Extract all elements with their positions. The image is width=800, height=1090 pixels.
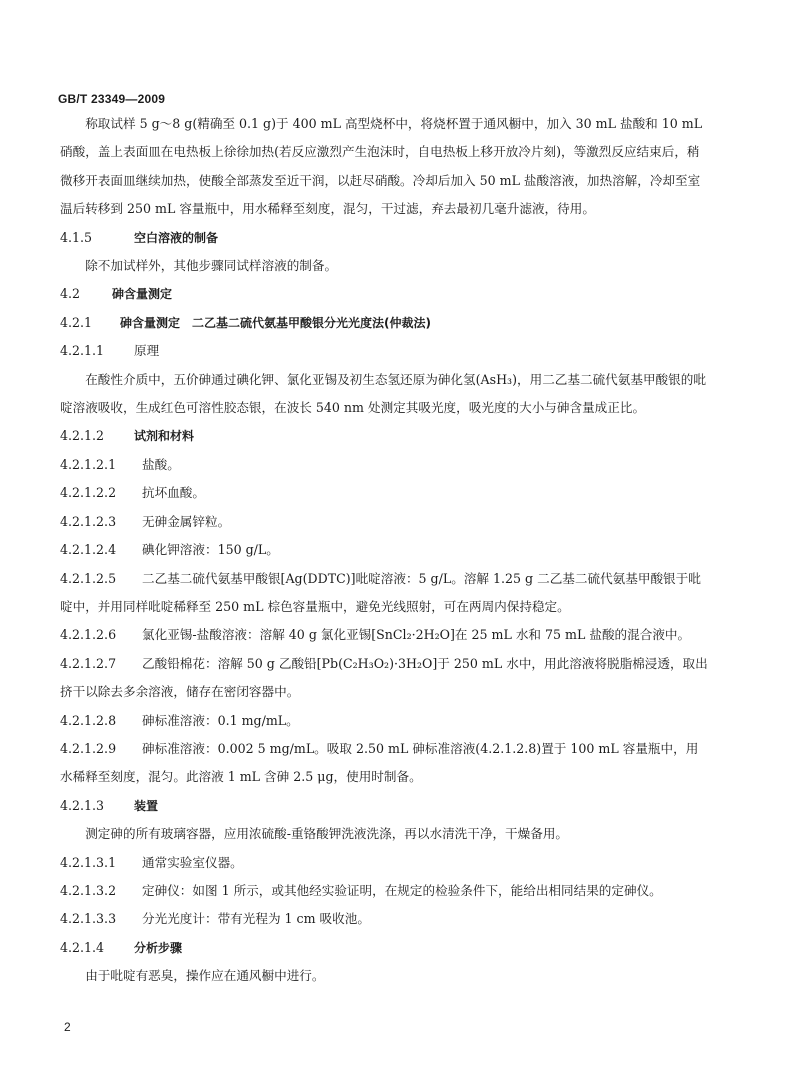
section-number: 4.2.1.1 — [60, 343, 105, 359]
item-text: 二乙基二硫代氨基甲酸银[Ag(DDTC)]吡啶溶液：5 g/L。溶解 1.25 g 二乙基二硫代氨基甲酸银于吡啶中，并用同样吡啶稀释至 250 mL 棕色容量瓶中，避免光线照射，可在两周内保持稳定。 — [60, 570, 701, 614]
item-text: 分光光度计：带有光程为 1 cm 吸收池。 — [142, 911, 370, 927]
reagent-item — [60, 565, 710, 622]
item-number: 4.2.1.2.1 — [60, 456, 117, 472]
item-number: 4.2.1.3.2 — [60, 882, 117, 898]
sample-preparation-paragraph: 称取试样 5 g～8 g(精确至 0.1 g)于 400 mL 高型烧杯中，将烧杯置于通风橱中，加入 30 mL 盐酸和 10 mL 硝酸，盖上表面皿在电热板上徐徐加热(若反应激烈产生泡沫时，自电热板上移开放冷片刻)，等激烈反应结束后，稍微移开表面皿继续加热，使酸全部蒸发至近干润，以赶尽硝酸。冷却后加入 50 mL 盐酸溶液，加热溶解，冷却至室温后转移到 250 mL 容量瓶中，用水稀释至刻度，混匀，干过滤，弃去最初几毫升滤液，待用。 — [60, 116, 703, 217]
item-text: 抗坏血酸。 — [142, 485, 205, 501]
apparatus-item — [60, 905, 710, 933]
section-title: 空白溶液的制备 — [134, 230, 219, 245]
section-number: 4.2.1.3 — [60, 797, 105, 813]
section-number: 4.1.5 — [60, 229, 93, 245]
item-number: 4.2.1.2.5 — [60, 570, 117, 586]
section-number: 4.2.1.4 — [60, 939, 105, 955]
reagent-item — [60, 735, 710, 792]
item-number: 4.2.1.2.8 — [60, 712, 117, 728]
item-text: 乙酸铅棉花：溶解 50 g 乙酸铅[Pb(C₂H₃O₂)·3H₂O]于 250 mL 水中，用此溶液将脱脂棉浸透，取出挤干以除去多余溶液，储存在密闭容器中。 — [60, 655, 708, 700]
reagent-item — [60, 508, 710, 536]
section-4-2-1-1-heading — [60, 337, 710, 365]
reagent-item — [60, 707, 710, 735]
item-number: 4.2.1.2.6 — [60, 627, 117, 643]
apparatus-paragraph: 测定砷的所有玻璃容器，应用浓硫酸-重铬酸钾洗液洗涤，再以水清洗干净，干燥备用。 — [85, 826, 569, 842]
reagent-item — [60, 621, 710, 649]
section-title: 砷含量测定 — [112, 287, 173, 302]
section-4-2-1-2-heading — [60, 422, 710, 450]
standard-code-header: GB/T 23349—2009 — [58, 92, 166, 106]
section-number: 4.2 — [60, 286, 81, 302]
section-4-2-1-heading — [60, 309, 710, 337]
item-number: 4.2.1.2.7 — [60, 655, 117, 671]
item-text: 氯化亚锡-盐酸溶液：溶解 40 g 氯化亚锡[SnCl₂·2H₂O]在 25 mL 水和 75 mL 盐酸的混合液中。 — [142, 627, 691, 643]
item-text: 定砷仪：如图 1 所示，或其他经实验证明，在规定的检验条件下，能给出相同结果的定砷仪。 — [142, 882, 662, 898]
item-text: 盐酸。 — [142, 456, 180, 472]
page-number: 2 — [64, 1020, 71, 1034]
section-4-2-heading — [60, 280, 710, 308]
section-title: 试剂和材料 — [134, 429, 195, 444]
item-text: 砷标准溶液：0.1 mg/mL。 — [142, 712, 299, 728]
blank-solution-paragraph: 除不加试样外，其他步骤同试样溶液的制备。 — [85, 258, 338, 274]
apparatus-item — [60, 849, 710, 877]
principle-paragraph: 在酸性介质中，五价砷通过碘化钾、氯化亚锡及初生态氢还原为砷化氢(AsH₃)，用二乙基二硫代氨基甲酸银的吡啶溶液吸收，生成红色可溶性胶态银，在波长 540 nm 处测定其吸光度，吸光度的大小与砷含量成正比。 — [60, 371, 706, 416]
section-title: 分析步骤 — [134, 940, 183, 955]
item-text: 碘化钾溶液：150 g/L。 — [142, 542, 279, 558]
section-title: 原理 — [134, 343, 160, 359]
section-title: 砷含量测定 二乙基二硫代氨基甲酸银分光光度法(仲裁法) — [120, 315, 431, 330]
apparatus-item — [60, 877, 710, 905]
procedure-paragraph: 由于吡啶有恶臭，操作应在通风橱中进行。 — [85, 968, 325, 984]
reagent-item — [60, 479, 710, 507]
item-text: 砷标准溶液：0.002 5 mg/mL。吸取 2.50 mL 砷标准溶液(4.2.1.2.8)置于 100 mL 容量瓶中，用水稀释至刻度，混匀。此溶液 1 mL 含砷 2.5 μg，使用时制备。 — [60, 740, 699, 785]
item-text: 通常实验室仪器。 — [142, 854, 243, 870]
reagent-item — [60, 536, 710, 564]
item-number: 4.2.1.3.3 — [60, 911, 117, 927]
item-number: 4.2.1.2.9 — [60, 740, 117, 756]
item-number: 4.2.1.3.1 — [60, 854, 117, 870]
item-number: 4.2.1.2.4 — [60, 542, 117, 558]
section-number: 4.2.1 — [60, 314, 93, 330]
item-text: 无砷金属锌粒。 — [142, 513, 231, 529]
item-number: 4.2.1.2.2 — [60, 485, 117, 501]
section-title: 装置 — [134, 798, 159, 813]
item-number: 4.2.1.2.3 — [60, 513, 117, 529]
reagent-item — [60, 650, 710, 707]
reagent-item — [60, 451, 710, 479]
section-4-2-1-3-heading — [60, 792, 710, 820]
document-body — [60, 110, 710, 991]
section-number: 4.2.1.2 — [60, 428, 105, 444]
section-4-2-1-4-heading — [60, 934, 710, 962]
section-4-1-5-heading — [60, 224, 710, 252]
